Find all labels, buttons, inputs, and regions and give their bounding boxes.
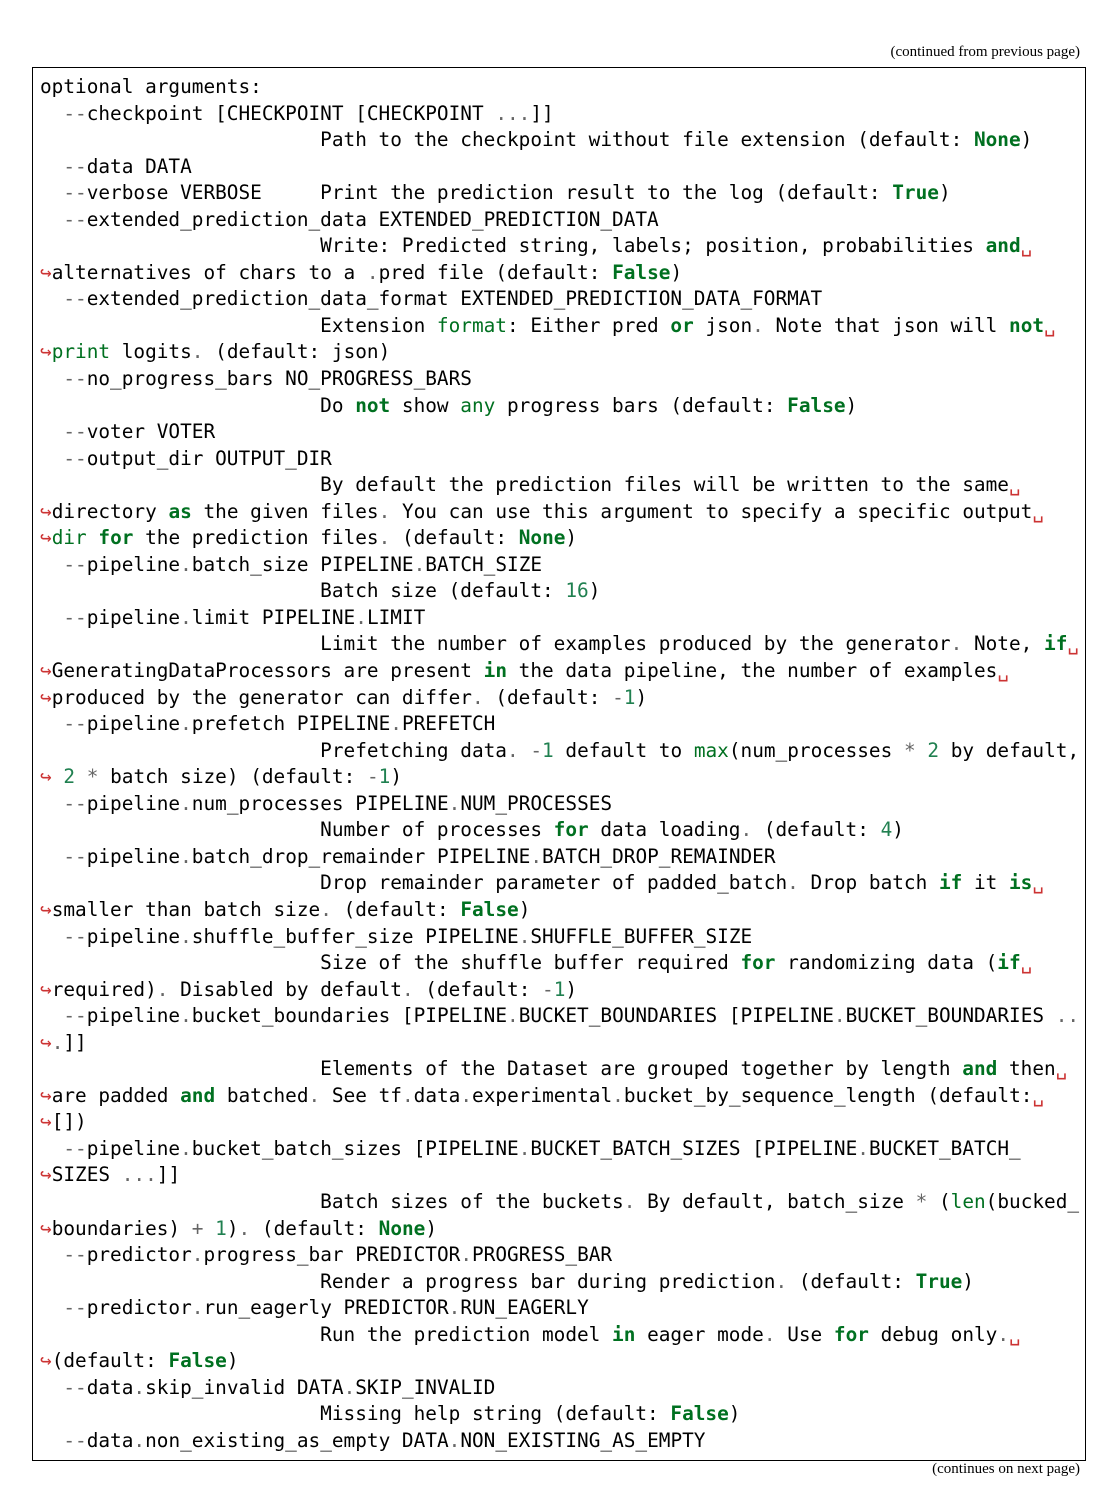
code-line: ↪print logits. (default: json) xyxy=(40,340,391,364)
code-line: --pipeline.shuffle_buffer_size PIPELINE.SHUFFLE_BUFFER_SIZE xyxy=(40,924,753,948)
code-line: Batch size (default: 16) xyxy=(40,579,601,603)
code-line: Extension format: Either pred or json. Note that json will not␣ xyxy=(40,313,1056,337)
code-line: --verbose VERBOSE Print the prediction result to the log (default: True) xyxy=(40,181,951,205)
code-line: ↪SIZES ...]] xyxy=(40,1163,181,1187)
code-line: Render a progress bar during prediction. (default: True) xyxy=(40,1269,974,1293)
code-line: --pipeline.bucket_boundaries [PIPELINE.BUCKET_BOUNDARIES [PIPELINE.BUCKET_BOUNDARIES .. xyxy=(40,1004,1080,1028)
code-line: --pipeline.batch_size PIPELINE.BATCH_SIZE xyxy=(40,552,543,576)
code-line: --extended_prediction_data EXTENDED_PREDICTION_DATA xyxy=(40,207,659,231)
code-line: ↪required). Disabled by default. (default: -1) xyxy=(40,977,578,1001)
code-line: --pipeline.prefetch PIPELINE.PREFETCH xyxy=(40,712,496,736)
code-line: --data.non_existing_as_empty DATA.NON_EXISTING_AS_EMPTY xyxy=(40,1428,706,1452)
code-line: --extended_prediction_data_format EXTENDED_PREDICTION_DATA_FORMAT xyxy=(40,287,823,311)
code-line: ↪are padded and batched. See tf.data.experimental.bucket_by_sequence_length (default:␣ xyxy=(40,1083,1045,1107)
code-line: ↪directory as the given files. You can use this argument to specify a specific output␣ xyxy=(40,499,1045,523)
code-line: --data.skip_invalid DATA.SKIP_INVALID xyxy=(40,1375,496,1399)
code-line: --pipeline.bucket_batch_sizes [PIPELINE.BUCKET_BATCH_SIZES [PIPELINE.BUCKET_BATCH_ xyxy=(40,1136,1021,1160)
code-line: --data DATA xyxy=(40,154,192,178)
code-line: --pipeline.num_processes PIPELINE.NUM_PROCESSES xyxy=(40,791,613,815)
code-line: ↪.]] xyxy=(40,1030,87,1054)
code-lines xyxy=(40,74,1079,1454)
code-line: ↪produced by the generator can differ. (default: -1) xyxy=(40,685,648,709)
code-line: ↪[]) xyxy=(40,1110,87,1134)
code-line: Limit the number of examples produced by the generator. Note, if␣ xyxy=(40,632,1080,656)
code-line: --no_progress_bars NO_PROGRESS_BARS xyxy=(40,367,472,391)
code-line: Drop remainder parameter of padded_batch. Drop batch if it is␣ xyxy=(40,871,1045,895)
code-line: ↪dir for the prediction files. (default: None) xyxy=(40,526,578,550)
code-line: ↪GeneratingDataProcessors are present in the data pipeline, the number of examples␣ xyxy=(40,659,1010,683)
code-line: Missing help string (default: False) xyxy=(40,1402,741,1426)
code-line: Write: Predicted string, labels; position, probabilities and␣ xyxy=(40,234,1033,258)
continued-from-previous-page-note: (continued from previous page) xyxy=(890,44,1080,60)
code-line: ↪boundaries) + 1). (default: None) xyxy=(40,1216,438,1240)
code-line: ↪(default: False) xyxy=(40,1349,239,1373)
code-line: Elements of the Dataset are grouped together by length and then␣ xyxy=(40,1057,1068,1081)
code-line: Size of the shuffle buffer required for randomizing data (if␣ xyxy=(40,951,1033,975)
code-line: --voter VOTER xyxy=(40,420,216,444)
code-line: Prefetching data. -1 default to max(num_processes * 2 by default, xyxy=(40,738,1080,762)
code-line: --predictor.progress_bar PREDICTOR.PROGRESS_BAR xyxy=(40,1243,613,1267)
code-line: Number of processes for data loading. (default: 4) xyxy=(40,818,904,842)
code-line: --pipeline.limit PIPELINE.LIMIT xyxy=(40,605,426,629)
code-line: optional arguments: xyxy=(40,75,262,98)
code-line: --checkpoint [CHECKPOINT [CHECKPOINT ...]] xyxy=(40,101,554,125)
code-line: ↪alternatives of chars to a .pred file (default: False) xyxy=(40,260,683,284)
code-line: --pipeline.batch_drop_remainder PIPELINE.BATCH_DROP_REMAINDER xyxy=(40,844,776,868)
code-line: Batch sizes of the buckets. By default, batch_size * (len(bucked_ xyxy=(40,1189,1080,1213)
code-line: By default the prediction files will be written to the same␣ xyxy=(40,473,1021,497)
code-line: --predictor.run_eagerly PREDICTOR.RUN_EAGERLY xyxy=(40,1296,589,1320)
continues-on-next-page-note: (continues on next page) xyxy=(932,1461,1080,1477)
code-line: ↪ 2 * batch size) (default: -1) xyxy=(40,765,403,789)
code-line: Run the prediction model in eager mode. Use for debug only.␣ xyxy=(40,1322,1021,1346)
code-line: --output_dir OUTPUT_DIR xyxy=(40,446,332,470)
code-line: Do not show any progress bars (default: False) xyxy=(40,393,858,417)
code-line: ↪smaller than batch size. (default: False) xyxy=(40,897,531,921)
code-line: Path to the checkpoint without file extension (default: None) xyxy=(40,128,1033,152)
code-block xyxy=(32,67,1086,1461)
